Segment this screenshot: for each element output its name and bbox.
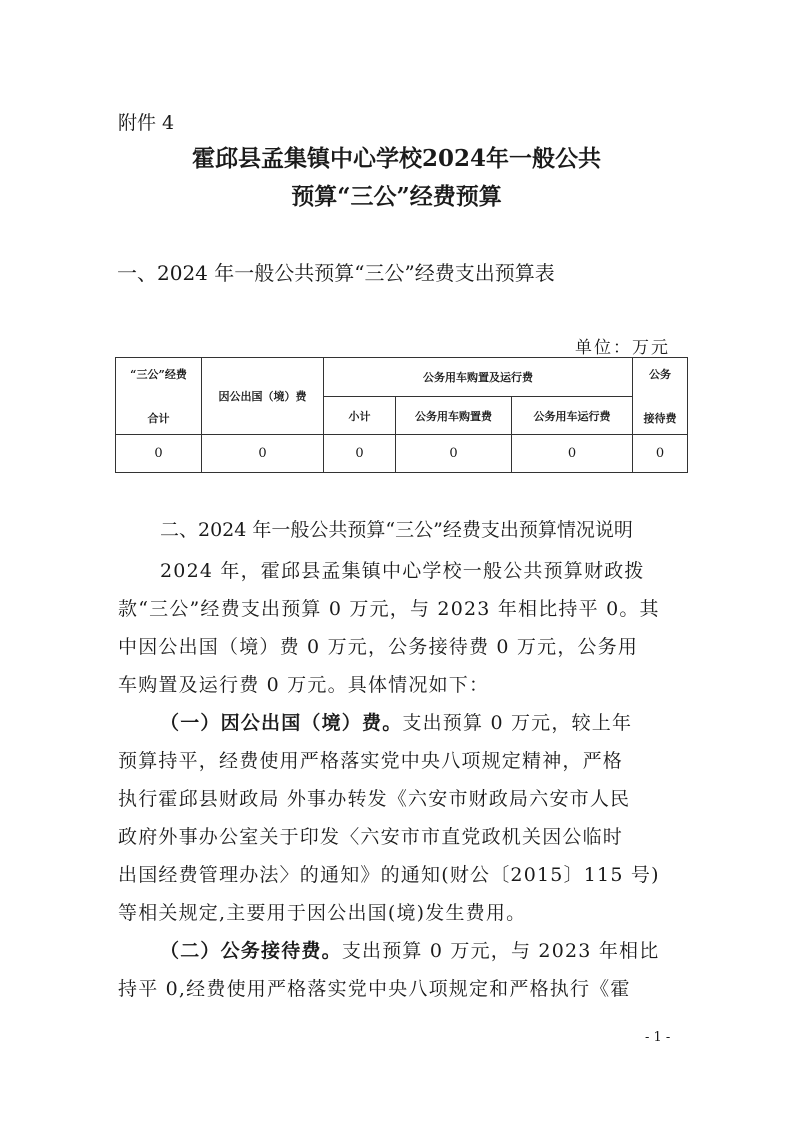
- section2-heading: 二、2024 年一般公共预算“三公”经费支出预算情况说明: [160, 519, 633, 541]
- item2-first-line-rest: 支出预算 0 万元，与 2023 年相比: [341, 940, 660, 962]
- header-subtotal: 小计: [324, 397, 396, 435]
- body-line: 中因公出国（境）费 0 万元，公务接待费 0 万元，公务用: [118, 636, 639, 658]
- item1-line: 出国经费管理办法〉的通知》的通知(财公〔2015〕115 号): [118, 864, 660, 886]
- item1-first-line-rest: 支出预算 0 万元，较上年: [402, 712, 633, 734]
- budget-table: [115, 357, 688, 473]
- item1-line: 预算持平，经费使用严格落实党中央八项规定精神，严格: [118, 750, 624, 772]
- item1-heading: （一）因公出国（境）费。: [160, 712, 403, 734]
- header-reception-line2: 接待费: [643, 412, 677, 425]
- body-line: 款“三公”经费支出预算 0 万元，与 2023 年相比持平 0。其: [118, 598, 660, 620]
- item1-line: 政府外事办公室关于印发〈六安市市直党政机关因公临时: [118, 826, 624, 848]
- item1-line: 执行霍邱县财政局 外事办转发《六安市财政局六安市人民: [118, 788, 631, 810]
- item2-line: 持平 0,经费使用严格落实党中央八项规定和严格执行《霍: [118, 978, 631, 1000]
- item2-heading: （二）公务接待费。: [160, 940, 342, 962]
- page-number: - 1 -: [645, 1030, 671, 1045]
- unit-label: 单位：万元: [575, 338, 670, 358]
- header-total-line2: 合计: [147, 412, 170, 425]
- value-reception: 0: [633, 435, 688, 473]
- document-title-line2: 预算“三公”经费预算: [291, 183, 502, 210]
- document-title-line1: 霍邱县孟集镇中心学校2024年一般公共: [191, 145, 601, 172]
- header-total: [116, 358, 202, 435]
- section1-heading: 一、2024 年一般公共预算“三公”经费支出预算表: [117, 261, 555, 285]
- value-subtotal: 0: [324, 435, 396, 473]
- table-header-row: [116, 358, 688, 397]
- value-overseas: 0: [202, 435, 324, 473]
- header-overseas: 因公出国（境）费: [202, 358, 324, 435]
- body-line: 车购置及运行费 0 万元。具体情况如下：: [118, 674, 490, 696]
- attachment-label: 附件 4: [118, 112, 175, 134]
- header-vehicle-purchase: 公务用车购置费: [396, 397, 512, 435]
- item1-first-line: [160, 708, 632, 735]
- header-vehicle-group: 公务用车购置及运行费: [324, 358, 633, 397]
- body-line: 2024 年，霍邱县孟集镇中心学校一般公共预算财政拨: [160, 560, 645, 582]
- value-vehicle-operation: 0: [512, 435, 633, 473]
- value-total: 0: [116, 435, 202, 473]
- item1-line: 等相关规定,主要用于因公出国(境)发生费用。: [118, 902, 527, 924]
- header-vehicle-operation: 公务用车运行费: [512, 397, 633, 435]
- header-reception-line1: 公务: [649, 368, 671, 381]
- header-reception: [633, 358, 688, 435]
- table-row: [116, 435, 688, 473]
- value-vehicle-purchase: 0: [396, 435, 512, 473]
- header-total-line1: “三公”经费: [130, 368, 187, 381]
- item2-first-line: [160, 936, 659, 963]
